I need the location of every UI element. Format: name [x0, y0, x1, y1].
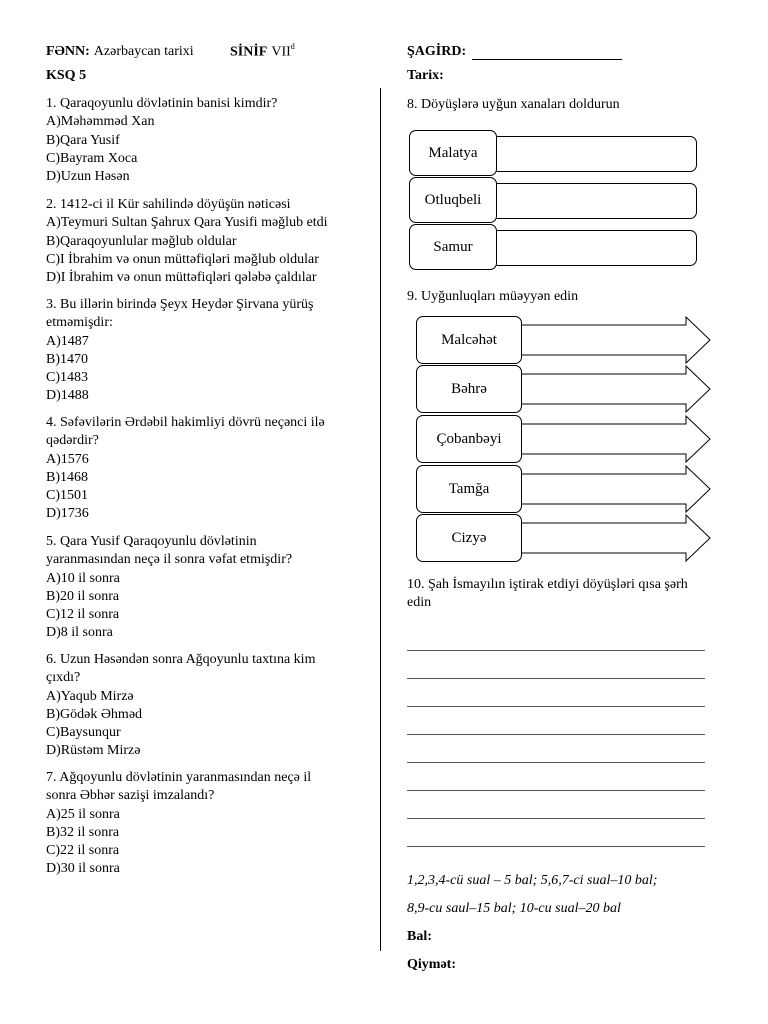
question-text-line-2: yaranmasından neçə il sonra vəfat etmişdir? — [46, 552, 293, 568]
answer-line[interactable] — [407, 790, 705, 791]
option-a[interactable]: A)10 il sonra — [46, 570, 120, 586]
question-text-line-2: çıxdı? — [46, 670, 81, 686]
option-b[interactable]: B)32 il sonra — [46, 824, 120, 840]
question-text-line-1: 7. Ağqoyunlu dövlətinin yaranmasından neçə il — [46, 770, 312, 785]
student-label: ŞAGİRD: — [407, 44, 467, 59]
question-6 — [46, 651, 315, 761]
student-header — [407, 42, 622, 60]
column-divider — [380, 88, 381, 951]
answer-line[interactable] — [407, 818, 705, 819]
question-7 — [46, 769, 311, 879]
score-label: Bal: — [407, 929, 432, 944]
question-text: 1. Qaraqoyunlu dövlətinin banisi kimdir? — [46, 96, 278, 111]
tax-label: Tamğa — [416, 465, 522, 513]
battle-label: Samur — [409, 224, 497, 270]
question-4 — [46, 414, 325, 524]
class-value: VII — [271, 44, 291, 60]
battle-label: Malatya — [409, 130, 497, 176]
scoring-line-2: 8,9-cu saul–15 bal; 10-cu sual–20 bal — [407, 901, 621, 916]
question-3 — [46, 296, 314, 406]
battle-answer-box[interactable] — [491, 230, 697, 266]
option-a[interactable]: A)1576 — [46, 451, 89, 467]
option-a[interactable]: A)Teymuri Sultan Şahrux Qara Yusifi məğlub etdi — [46, 215, 328, 231]
subject-label: FƏNN: — [46, 44, 90, 59]
option-c[interactable]: C)22 il sonra — [46, 843, 120, 859]
answer-line[interactable] — [407, 678, 705, 679]
option-b[interactable]: B)Gödək Əhməd — [46, 706, 143, 722]
question-8-title: 8. Döyüşlərə uyğun xanaları doldurun — [407, 97, 620, 112]
scoring-line-1: 1,2,3,4-cü sual – 5 bal; 5,6,7-ci sual–10 bal; — [407, 873, 658, 888]
tax-row-2 — [416, 365, 712, 413]
answer-line[interactable] — [407, 762, 705, 763]
option-b[interactable]: B)1470 — [46, 351, 88, 367]
tax-row-3 — [416, 415, 712, 463]
answer-line[interactable] — [407, 706, 705, 707]
question-text-line-2: etməmişdir: — [46, 315, 113, 331]
question-5 — [46, 533, 292, 643]
question-text: 2. 1412-ci il Kür sahilində döyüşün nəticəsi — [46, 197, 291, 212]
option-d[interactable]: D)30 il sonra — [46, 861, 120, 877]
tax-label: Bəhrə — [416, 365, 522, 413]
tax-label: Malcəhət — [416, 316, 522, 364]
option-a[interactable]: A)Məhəmməd Xan — [46, 114, 155, 130]
option-b[interactable]: B)Qara Yusif — [46, 132, 120, 148]
class-superscript: d — [290, 42, 295, 51]
option-c[interactable]: C)12 il sonra — [46, 607, 120, 623]
option-d[interactable]: D)I İbrahim və onun müttəfiqləri qələbə çaldılar — [46, 270, 317, 286]
subject-header — [46, 42, 194, 61]
option-c[interactable]: C)Bayram Xoca — [46, 150, 138, 166]
question-text-line-2: qədərdir? — [46, 433, 99, 449]
option-b[interactable]: B)1468 — [46, 469, 88, 485]
answer-line[interactable] — [407, 846, 705, 847]
question-text-line-2: sonra Əbhər sazişi imzalandı? — [46, 788, 215, 804]
tax-row-5 — [416, 514, 712, 562]
question-2 — [46, 196, 328, 287]
option-c[interactable]: C)I İbrahim və onun müttəfiqləri məğlub oldular — [46, 251, 319, 267]
tax-row-1 — [416, 316, 712, 364]
option-d[interactable]: D)Rüstəm Mirzə — [46, 743, 141, 759]
option-a[interactable]: A)Yaqub Mirzə — [46, 688, 134, 704]
question-text-line-1: 3. Bu illərin birində Şeyx Heydər Şirvana yürüş — [46, 297, 314, 312]
option-c[interactable]: C)Baysunqur — [46, 725, 121, 741]
tax-row-4 — [416, 465, 712, 513]
test-title: KSQ 5 — [46, 68, 87, 83]
question-text-line-1: 6. Uzun Həsəndən sonra Ağqoyunlu taxtına kim — [46, 652, 316, 667]
tax-label: Cizyə — [416, 514, 522, 562]
option-a[interactable]: A)25 il sonra — [46, 806, 120, 822]
battle-label: Otluqbeli — [409, 177, 497, 223]
option-c[interactable]: C)1501 — [46, 488, 88, 504]
question-text-line-1: 4. Səfəvilərin Ərdəbil hakimliyi dövrü neçənci ilə — [46, 415, 325, 430]
option-a[interactable]: A)1487 — [46, 333, 89, 349]
tax-label: Çobanbəyi — [416, 415, 522, 463]
option-b[interactable]: B)20 il sonra — [46, 588, 120, 604]
option-d[interactable]: D)1736 — [46, 506, 89, 522]
option-d[interactable]: D)1488 — [46, 388, 89, 404]
option-b[interactable]: B)Qaraqoyunlular məğlub oldular — [46, 233, 237, 249]
battle-answer-box[interactable] — [491, 136, 697, 172]
grade-label: Qiymət: — [407, 957, 456, 972]
question-10-line-2: edin — [407, 595, 432, 610]
option-d[interactable]: D)8 il sonra — [46, 625, 113, 641]
class-label: SİNİF — [230, 44, 268, 60]
class-header — [230, 42, 295, 62]
option-c[interactable]: C)1483 — [46, 370, 88, 386]
answer-line[interactable] — [407, 650, 705, 651]
question-text-line-1: 5. Qara Yusif Qaraqoyunlu dövlətinin — [46, 534, 257, 549]
question-10-line-1: 10. Şah İsmayılın iştirak etdiyi döyüşləri qısa şərh — [407, 577, 688, 592]
question-9-title: 9. Uyğunluqları müəyyən edin — [407, 289, 579, 304]
date-label: Tarix: — [407, 68, 444, 83]
battle-answer-box[interactable] — [491, 183, 697, 219]
subject-value: Azərbaycan tarixi — [93, 44, 194, 59]
student-name-line[interactable] — [472, 45, 622, 60]
question-1 — [46, 95, 277, 186]
option-d[interactable]: D)Uzun Həsən — [46, 169, 130, 185]
answer-line[interactable] — [407, 734, 705, 735]
